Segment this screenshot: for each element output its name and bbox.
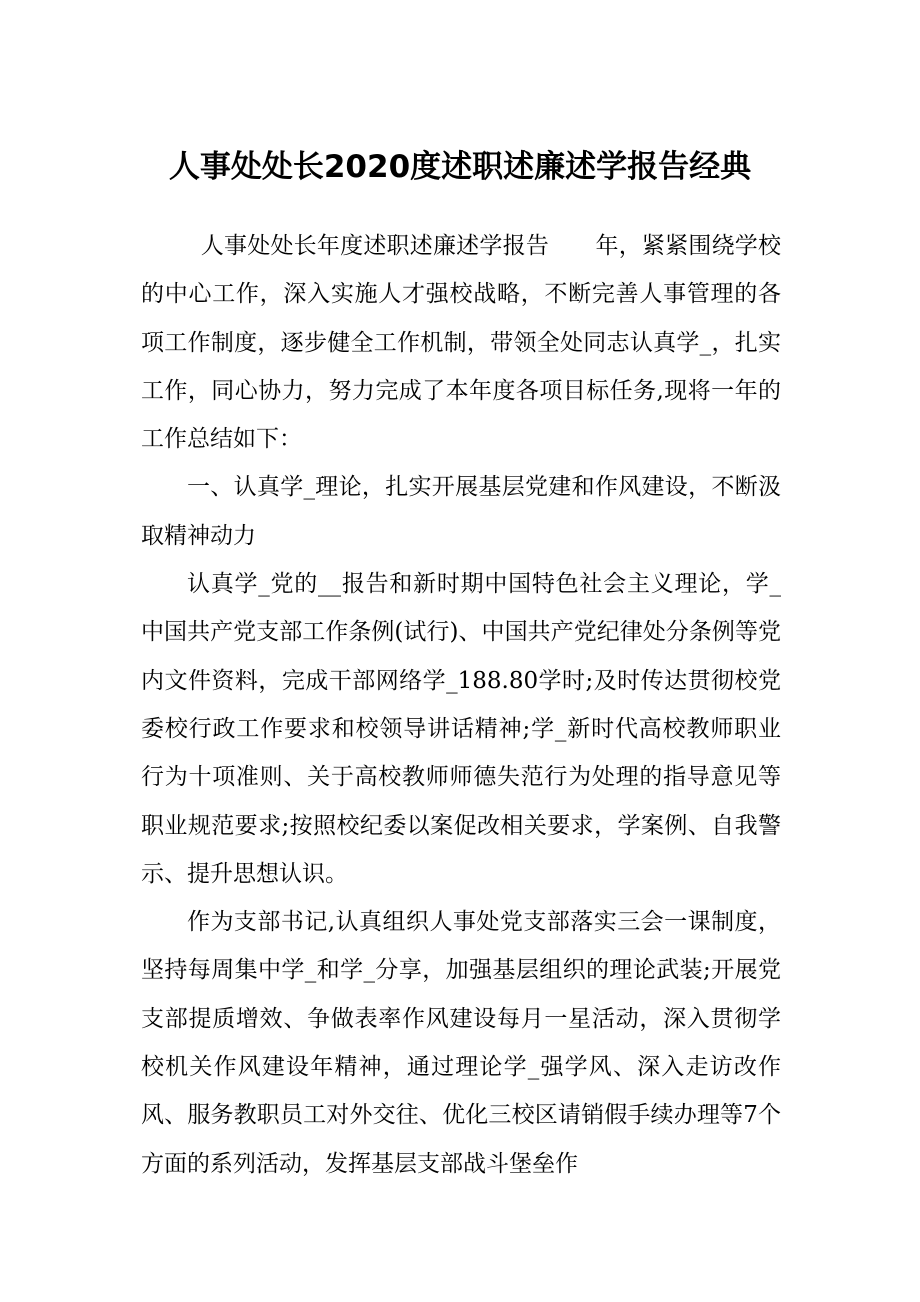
- paragraph-section-heading: 一、认真学_理论，扎实开展基层党建和作风建设，不断汲取精神动力: [141, 474, 781, 549]
- paragraph-intro: 人事处处长年度述职述廉述学报告 年，紧紧围绕学校的中心工作，深入实施人才强校战略，不断完善人事管理的各项工作制度，逐步健全工作机制，带领全处同志认真学_，扎实工作，同心协力，努力完成了本年度各项目标任务,现将一年的工作总结如下：: [141, 233, 781, 453]
- paragraph-theory-study: 认真学_党的__报告和新时期中国特色社会主义理论，学_中国共产党支部工作条例(试行)、中国共产党纪律处分条例等党内文件资料，完成干部网络学_188.80学时;及时传达贯彻校党委校行政工作要求和校领导讲话精神;学_新时代高校教师职业行为十项准则、关于高校教师师德失范行为处理的指导意见等职业规范要求;按照校纪委以案促改相关要求，学案例、自我警示、提升思想认识。: [141, 571, 781, 887]
- document-body: [141, 222, 781, 1188]
- paragraph-branch-work: 作为支部书记,认真组织人事处党支部落实三会一课制度，坚持每周集中学_和学_分享，加强基层组织的理论武装;开展党支部提质增效、争做表率作风建设每月一星活动，深入贯彻学校机关作风建设年精神，通过理论学_强学风、深入走访改作风、服务教职员工对外交往、优化三校区请销假手续办理等7个方面的系列活动，发挥基层支部战斗堡垒作: [141, 909, 781, 1177]
- document-title: 人事处处长2020度述职述廉述学报告经典: [168, 149, 752, 185]
